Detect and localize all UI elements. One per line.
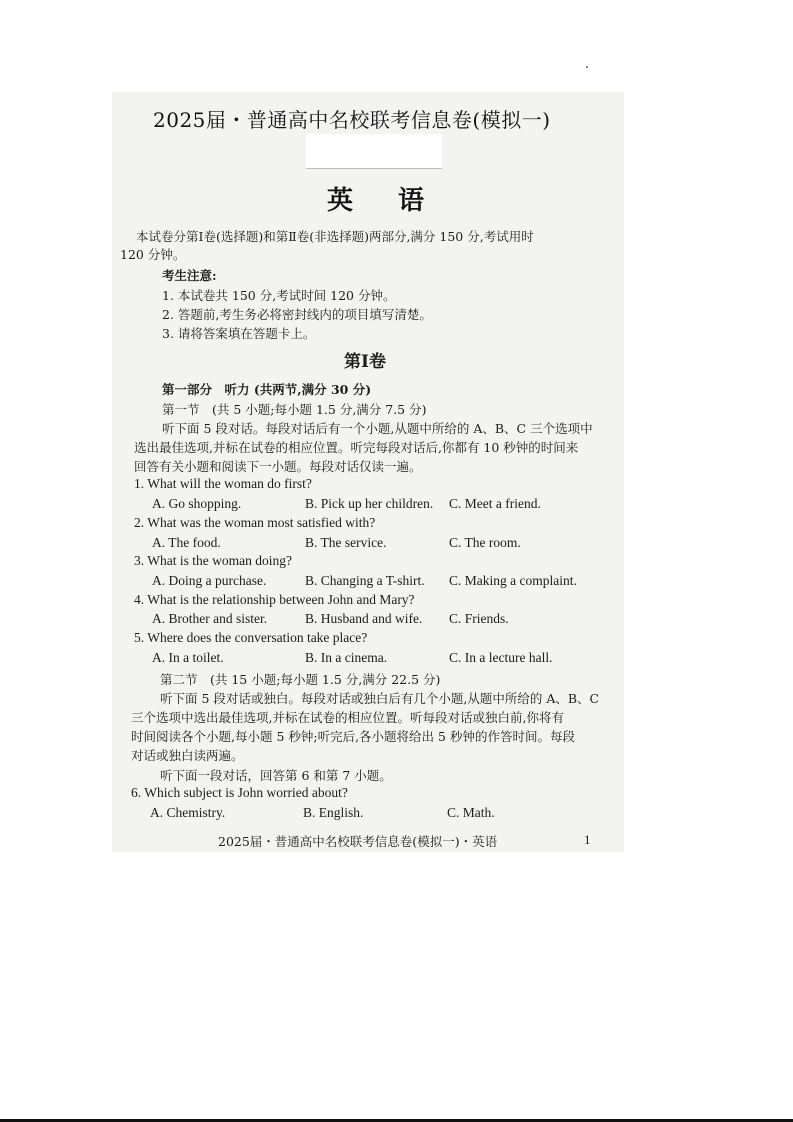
option-a: A. Chemistry.: [150, 805, 226, 820]
sec1-instruction: 选出最佳选项,并标在试卷的相应位置。听完每段对话后,你都有 10 秒钟的时间来: [134, 440, 579, 455]
option-a: A. Go shopping.: [152, 496, 242, 511]
section-title: 第Ⅰ卷: [344, 352, 386, 372]
notice-item: 1. 本试卷共 150 分,考试时间 120 分钟。: [162, 288, 396, 303]
question-stem: 3. What is the woman doing?: [134, 553, 292, 568]
exam-title: 2025届・普通高中名校联考信息卷(模拟一): [153, 108, 551, 132]
sec2-instruction: 听下面 5 段对话或独白。每段对话或独白后有几个小题,从题中所给的 A、B、C: [160, 691, 600, 706]
scan-speck: [586, 66, 588, 68]
option-b: B. The service.: [305, 535, 387, 550]
option-c: C. Friends.: [449, 611, 509, 626]
question-stem: 6. Which subject is John worried about?: [131, 785, 348, 800]
sec2-instruction: 三个选项中选出最佳选项,并标在试卷的相应位置。听每段对话或独白前,你将有: [131, 710, 564, 725]
notice-item: 2. 答题前,考生务必将密封线内的项目填写清楚。: [162, 307, 432, 322]
sec2-instruction: 时间阅读各个小题,每小题 5 秒钟;听完后,各小题将给出 5 秒钟的作答时间。每段: [131, 729, 575, 744]
option-c: C. Meet a friend.: [449, 496, 541, 511]
notice-title: 考生注意:: [162, 268, 217, 283]
sec2-instruction: 对话或独白读两遍。: [131, 748, 244, 763]
option-c: C. Math.: [447, 805, 495, 820]
option-c: C. The room.: [449, 535, 521, 550]
page-footer: 2025届・普通高中名校联考信息卷(模拟一)・英语: [218, 834, 498, 849]
question-stem: 4. What is the relationship between John and Mary?: [134, 592, 415, 607]
intro-line-2: 120 分钟。: [120, 247, 186, 262]
header-blank-box: [306, 134, 442, 169]
option-b: B. Pick up her children.: [305, 496, 434, 511]
subject-title: 英 语: [327, 186, 443, 216]
option-b: B. Changing a T-shirt.: [305, 573, 425, 588]
option-a: A. The food.: [152, 535, 221, 550]
option-a: A. In a toilet.: [152, 650, 224, 665]
notice-item: 3. 请将答案填在答题卡上。: [162, 326, 316, 341]
option-c: C. Making a complaint.: [449, 573, 577, 588]
question-stem: 2. What was the woman most satisfied with?: [134, 515, 376, 530]
option-c: C. In a lecture hall.: [449, 650, 553, 665]
question-stem: 5. Where does the conversation take place?: [134, 630, 368, 645]
part1-title: 第一部分 听力 (共两节,满分 30 分): [162, 382, 372, 397]
option-b: B. Husband and wife.: [305, 611, 423, 626]
sec2-lead: 听下面一段对话，回答第 6 和第 7 小题。: [160, 768, 392, 783]
sec1-instruction: 回答有关小题和阅读下一小题。每段对话仅读一遍。: [134, 459, 422, 474]
sec1-title: 第一节 (共 5 小题;每小题 1.5 分,满分 7.5 分): [162, 402, 427, 417]
option-a: A. Doing a purchase.: [152, 573, 267, 588]
sec1-instruction: 听下面 5 段对话。每段对话后有一个小题,从题中所给的 A、B、C 三个选项中: [162, 421, 593, 436]
sec2-title: 第二节 (共 15 小题;每小题 1.5 分,满分 22.5 分): [160, 672, 441, 687]
option-b: B. English.: [303, 805, 364, 820]
page-number: 1: [584, 832, 591, 847]
question-stem: 1. What will the woman do first?: [134, 476, 312, 491]
option-a: A. Brother and sister.: [152, 611, 268, 626]
option-b: B. In a cinema.: [305, 650, 388, 665]
intro-line-1: 本试卷分第Ⅰ卷(选择题)和第Ⅱ卷(非选择题)两部分,满分 150 分,考试用时: [136, 229, 534, 244]
